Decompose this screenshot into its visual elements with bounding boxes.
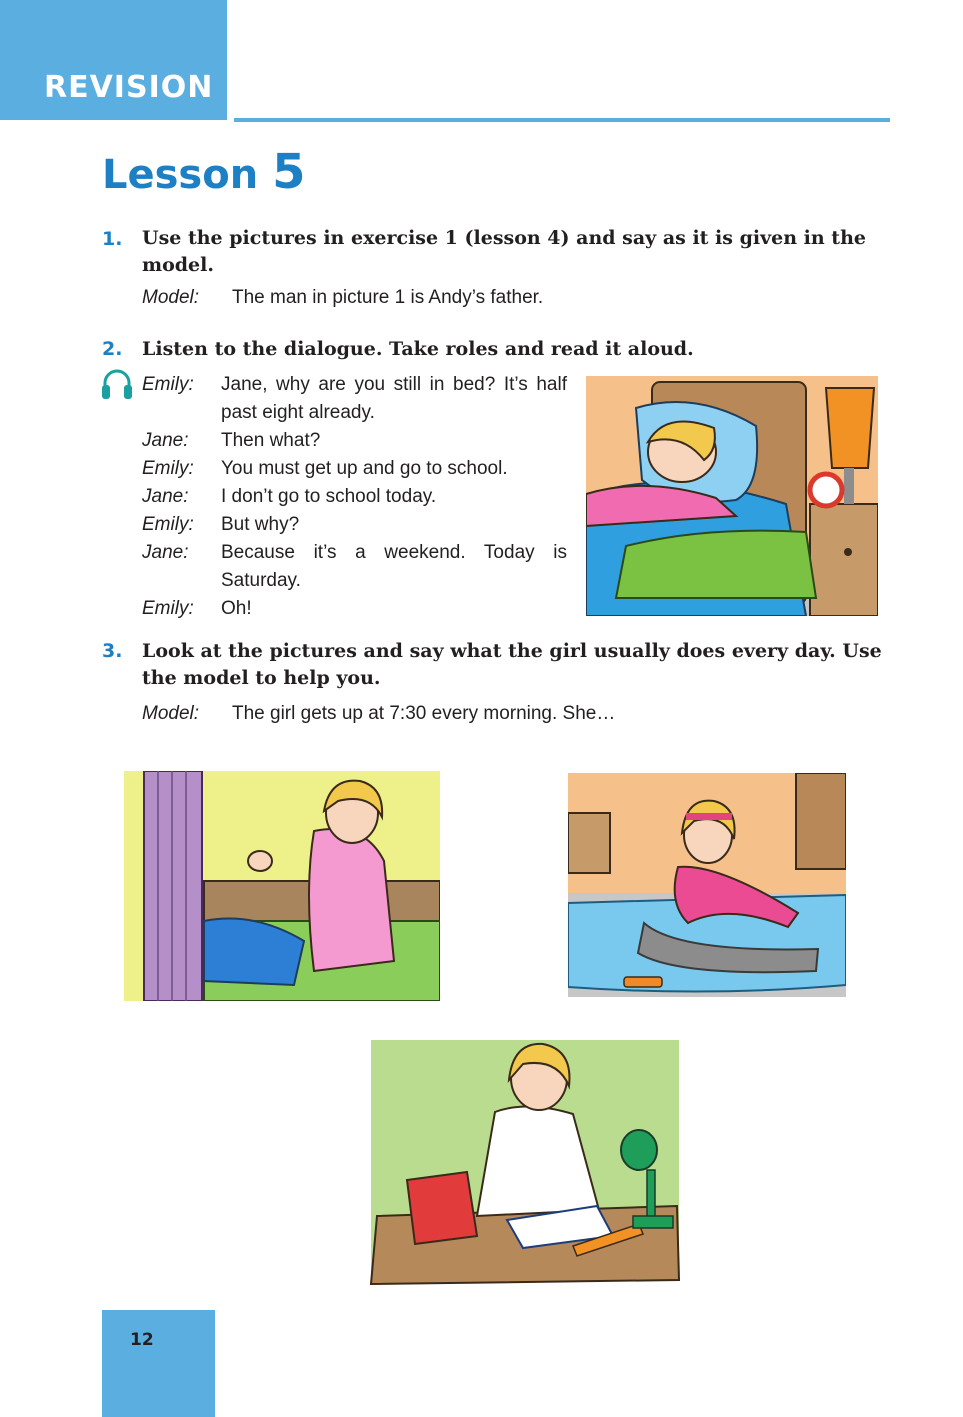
exercise-1-model — [142, 286, 543, 310]
girl-studying-illustration — [367, 1040, 683, 1290]
section-label: REVISION — [44, 70, 214, 105]
dialogue-line — [142, 511, 567, 539]
dialogue-line — [142, 371, 567, 427]
line-text: You must get up and go to school. — [221, 458, 508, 479]
line-text: But why? — [221, 514, 300, 535]
exercise-1-number: 1. — [102, 228, 123, 250]
line-text: Because it’s a weekend. Today is Saturday. — [221, 542, 567, 591]
model-text: The girl gets up at 7:30 every morning. She… — [232, 703, 616, 724]
girl-getting-up-illustration — [124, 771, 440, 1001]
page-number: 12 — [130, 1330, 154, 1350]
dialogue-line — [142, 595, 567, 623]
lesson-label: Lesson — [102, 152, 259, 198]
line-text: Oh! — [221, 598, 252, 619]
exercise-3-number: 3. — [102, 640, 123, 662]
model-label: Model: — [142, 703, 200, 724]
dialogue-line — [142, 483, 567, 511]
exercise-1-instruction: Use the pictures in exercise 1 (lesson 4) and say as it is given in the model. — [142, 227, 866, 276]
dialogue-line — [142, 427, 567, 455]
page-number-tab — [102, 1310, 215, 1417]
girl-sleeping-illustration — [586, 376, 878, 616]
speaker: Jane: — [142, 542, 189, 563]
header-rule — [234, 118, 890, 122]
dialogue-line — [142, 539, 567, 595]
revision-tab — [0, 0, 227, 120]
speaker: Emily: — [142, 514, 194, 535]
line-text: Jane, why are you still in bed? It’s half past eight already. — [221, 374, 567, 423]
exercise-2-instruction: Listen to the dialogue. Take roles and read it aloud. — [142, 338, 694, 360]
model-label: Model: — [142, 287, 200, 308]
speaker: Emily: — [142, 598, 194, 619]
exercise-3-model — [142, 702, 615, 726]
model-text: The man in picture 1 is Andy’s father. — [232, 287, 544, 308]
speaker: Jane: — [142, 486, 189, 507]
speaker: Jane: — [142, 430, 189, 451]
speaker: Emily: — [142, 374, 194, 395]
lesson-title — [102, 144, 306, 200]
girl-exercising-illustration — [568, 773, 846, 997]
dialogue — [142, 371, 567, 623]
speaker: Emily: — [142, 458, 194, 479]
line-text: Then what? — [221, 430, 321, 451]
lesson-number: 5 — [272, 144, 306, 200]
line-text: I don’t go to school today. — [221, 486, 437, 507]
dialogue-line — [142, 455, 567, 483]
exercise-3-instruction: Look at the pictures and say what the girl usually does every day. Use the model to help you. — [142, 640, 882, 689]
exercise-2-number: 2. — [102, 338, 123, 360]
headphones-icon[interactable] — [100, 368, 134, 400]
